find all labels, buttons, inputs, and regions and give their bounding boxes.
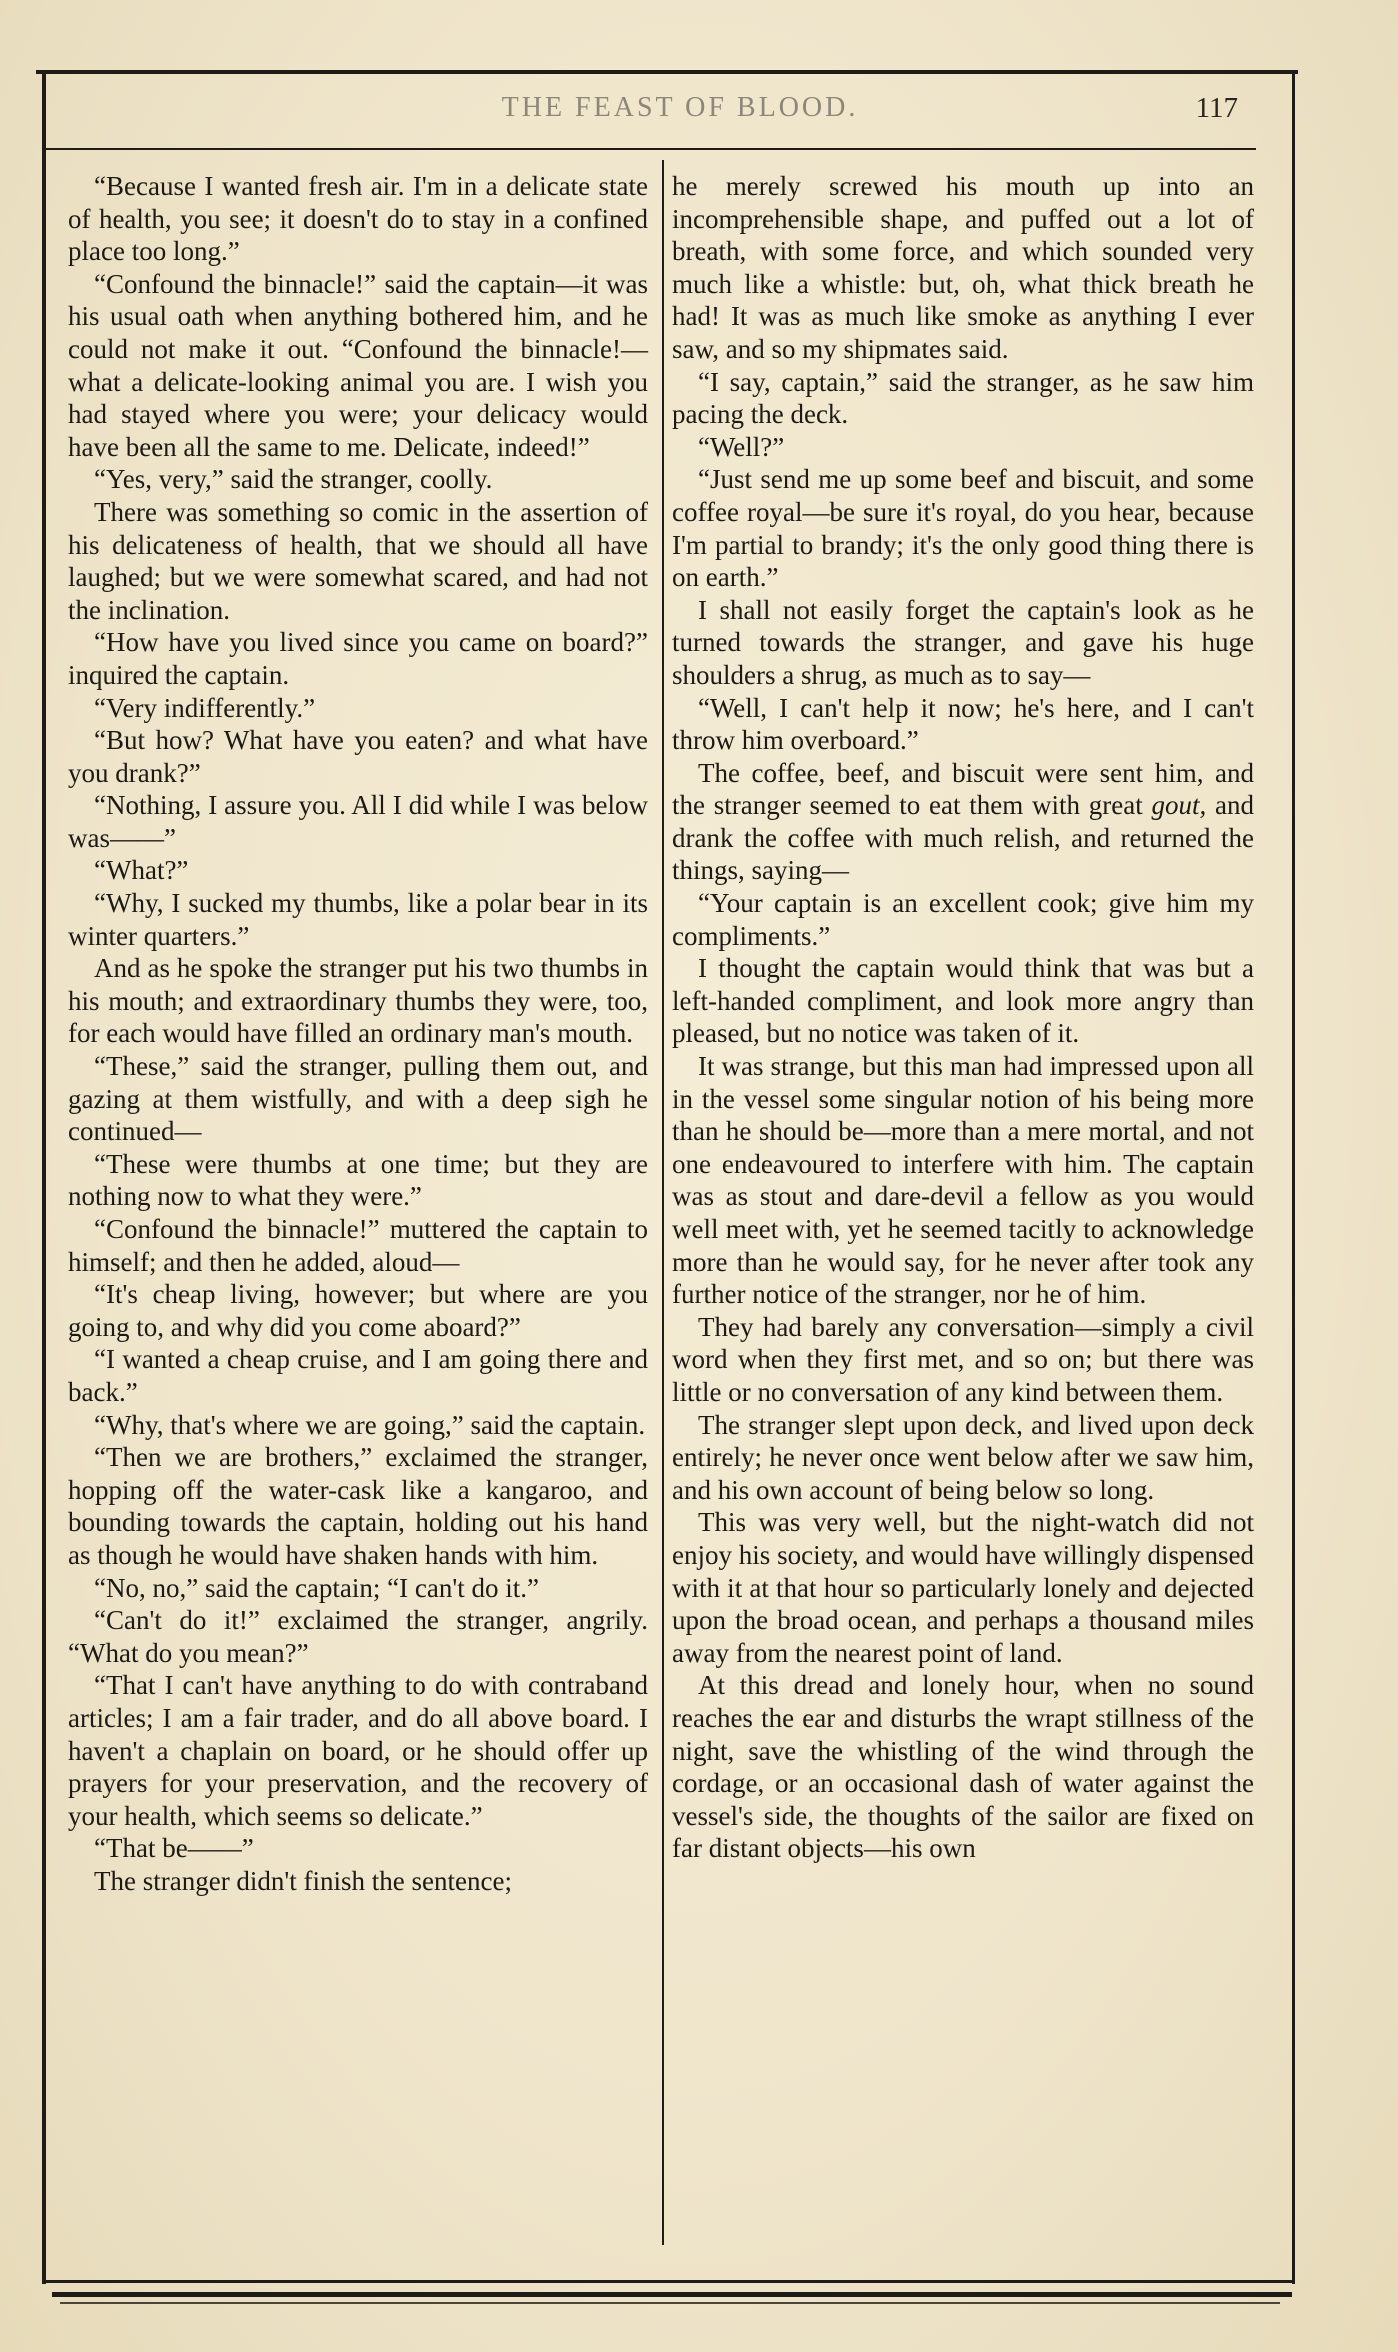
paragraph: “Well?”	[698, 431, 785, 462]
left-text-column	[68, 170, 648, 1897]
paragraph: “Why, that's where we are going,” said the captain.	[94, 1409, 646, 1440]
paragraph: The stranger slept upon deck, and lived upon deck entirely; he never once went below after we saw him, and his own account of being below so long.	[672, 1409, 1254, 1505]
paragraph: “Why, I sucked my thumbs, like a polar bear in its winter quarters.”	[68, 888, 648, 951]
paragraph-text: The coffee, beef, and biscuit were sent him, and the stranger seemed to eat them with great	[672, 757, 1254, 821]
page-number: 117	[1195, 92, 1238, 124]
bottom-border-rule-thick	[52, 2292, 1292, 2297]
paragraph: It was strange, but this man had impressed upon all in the vessel some singular notion of his being more than he should be—more than a mere mortal, and not one endeavoured to interfere with him. The captain was as stout and dare-devil a fellow as you would well meet with, yet he seemed tacitly to acknowledge more than he would say, for he never after took any further notice of the stranger, nor he of him.	[672, 1051, 1254, 1310]
paragraph: I shall not easily forget the captain's look as he turned towards the stranger, and gave his huge shoulders a shrug, as much as to say—	[672, 594, 1254, 690]
paragraph: They had barely any conversation—simply a civil word when they first met, and so on; but there was little or no conversation of any kind between them.	[672, 1311, 1254, 1407]
paragraph: “Can't do it!” exclaimed the stranger, angrily. “What do you mean?”	[68, 1605, 648, 1668]
paragraph: “Just send me up some beef and biscuit, and some coffee royal—be sure it's royal, do you hear, because I'm partial to brandy; it's the only good thing there is on earth.”	[672, 464, 1254, 593]
running-title: THE FEAST OF BLOOD.	[501, 92, 859, 123]
paragraph: “Very indifferently.”	[94, 692, 316, 723]
bottom-border-rule	[44, 2280, 1292, 2283]
paragraph: And as he spoke the stranger put his two thumbs in his mouth; and extraordinary thumbs they were, too, for each would have filled an ordinary man's mouth.	[68, 953, 648, 1049]
header-rule	[46, 148, 1256, 150]
paragraph: “Your captain is an excellent cook; give him my compliments.”	[672, 888, 1254, 951]
paragraph-continued: he merely screwed his mouth up into an incomprehensible shape, and puffed out a lot of breath, with some force, and which sounded very much like a whistle: but, oh, what thick breath he had! It was as much like smoke as anything I ever saw, and so my shipmates said.	[672, 171, 1254, 364]
emphasis-word: gout,	[1151, 790, 1207, 821]
paragraph: “Confound the binnacle!” said the captain—it was his usual oath when anything bothered him, and he could not make it out. “Confound the binnacle!—what a delicate-looking animal you are. I wish you had stayed where you were; your delicacy would have been all the same to me. Delicate, indeed!”	[68, 268, 648, 462]
paragraph: “Well, I can't help it now; he's here, and I can't throw him overboard.”	[672, 692, 1254, 756]
paragraph: “No, no,” said the captain; “I can't do it.”	[94, 1572, 539, 1603]
paragraph: “I say, captain,” said the stranger, as he saw him pacing the deck.	[672, 366, 1254, 430]
paragraph: This was very well, but the night-watch did not enjoy his society, and would have willingly dispensed with it at that hour so particularly lonely and dejected upon the broad ocean, and perhaps a thousand miles away from the nearest point of land.	[672, 1507, 1254, 1668]
paragraph: “Because I wanted fresh air. I'm in a delicate state of health, you see; it doesn't do to stay in a confined place too long.”	[68, 171, 648, 267]
paragraph: “That I can't have anything to do with contraband articles; I am a fair trader, and do all above board. I haven't a chaplain on board, or he should offer up prayers for your preservation, and the recovery of your health, which seems so delicate.”	[68, 1670, 648, 1831]
right-paragraph-group	[672, 366, 1254, 757]
bottom-border-rule-thin	[60, 2302, 1280, 2304]
paragraph: “These were thumbs at one time; but they are nothing now to what they were.”	[68, 1148, 648, 1212]
top-border-rule	[36, 70, 1298, 74]
right-border-rule	[1292, 74, 1295, 2284]
paragraph: There was something so comic in the assertion of his delicateness of health, that we should all have laughed; but we were somewhat scared, and had not the inclination.	[68, 496, 648, 625]
paragraph: “It's cheap living, however; but where are you going to, and why did you come aboard?”	[68, 1279, 648, 1342]
paragraph: I thought the captain would think that was but a left-handed compliment, and look more angry than pleased, but no notice was taken of it.	[672, 953, 1254, 1049]
paragraph-gout	[672, 757, 1254, 887]
paragraph: “What?”	[94, 855, 189, 886]
paragraph: At this dread and lonely hour, when no sound reaches the ear and disturbs the wrapt stillness of the night, save the whistling of the wind through the cordage, or an occasional dash of water against the vessel's side, the thoughts of the sailor are fixed on far distant objects—his own	[672, 1670, 1254, 1864]
paragraph: “Confound the binnacle!” muttered the captain to himself; and then he added, aloud—	[68, 1214, 648, 1277]
paragraph: “Yes, very,” said the stranger, coolly.	[94, 464, 493, 495]
paragraph: “But how? What have you eaten? and what have you drank?”	[68, 725, 648, 788]
right-paragraph-group-after	[672, 887, 1254, 1865]
paragraph: “How have you lived since you came on board?” inquired the captain.	[68, 627, 648, 690]
paragraph: “Then we are brothers,” exclaimed the stranger, hopping off the water-cask like a kangaroo, and bounding towards the captain, holding out his hand as though he would have shaken hands with him.	[68, 1442, 648, 1570]
left-border-rule	[42, 74, 46, 2284]
paragraph: “Nothing, I assure you. All I did while I was below was——”	[68, 790, 648, 853]
column-divider-rule	[662, 160, 664, 2245]
paragraph: “That be——”	[94, 1833, 254, 1864]
paragraph-text: and drank the coffee with much relish, and returned the things, saying—	[672, 790, 1255, 886]
paragraph: “These,” said the stranger, pulling them out, and gazing at them wistfully, and with a deep sigh he continued—	[68, 1051, 648, 1147]
paragraph: The stranger didn't finish the sentence;	[94, 1865, 512, 1896]
paragraph: “I wanted a cheap cruise, and I am going there and back.”	[68, 1344, 648, 1407]
right-text-column	[672, 170, 1254, 1865]
